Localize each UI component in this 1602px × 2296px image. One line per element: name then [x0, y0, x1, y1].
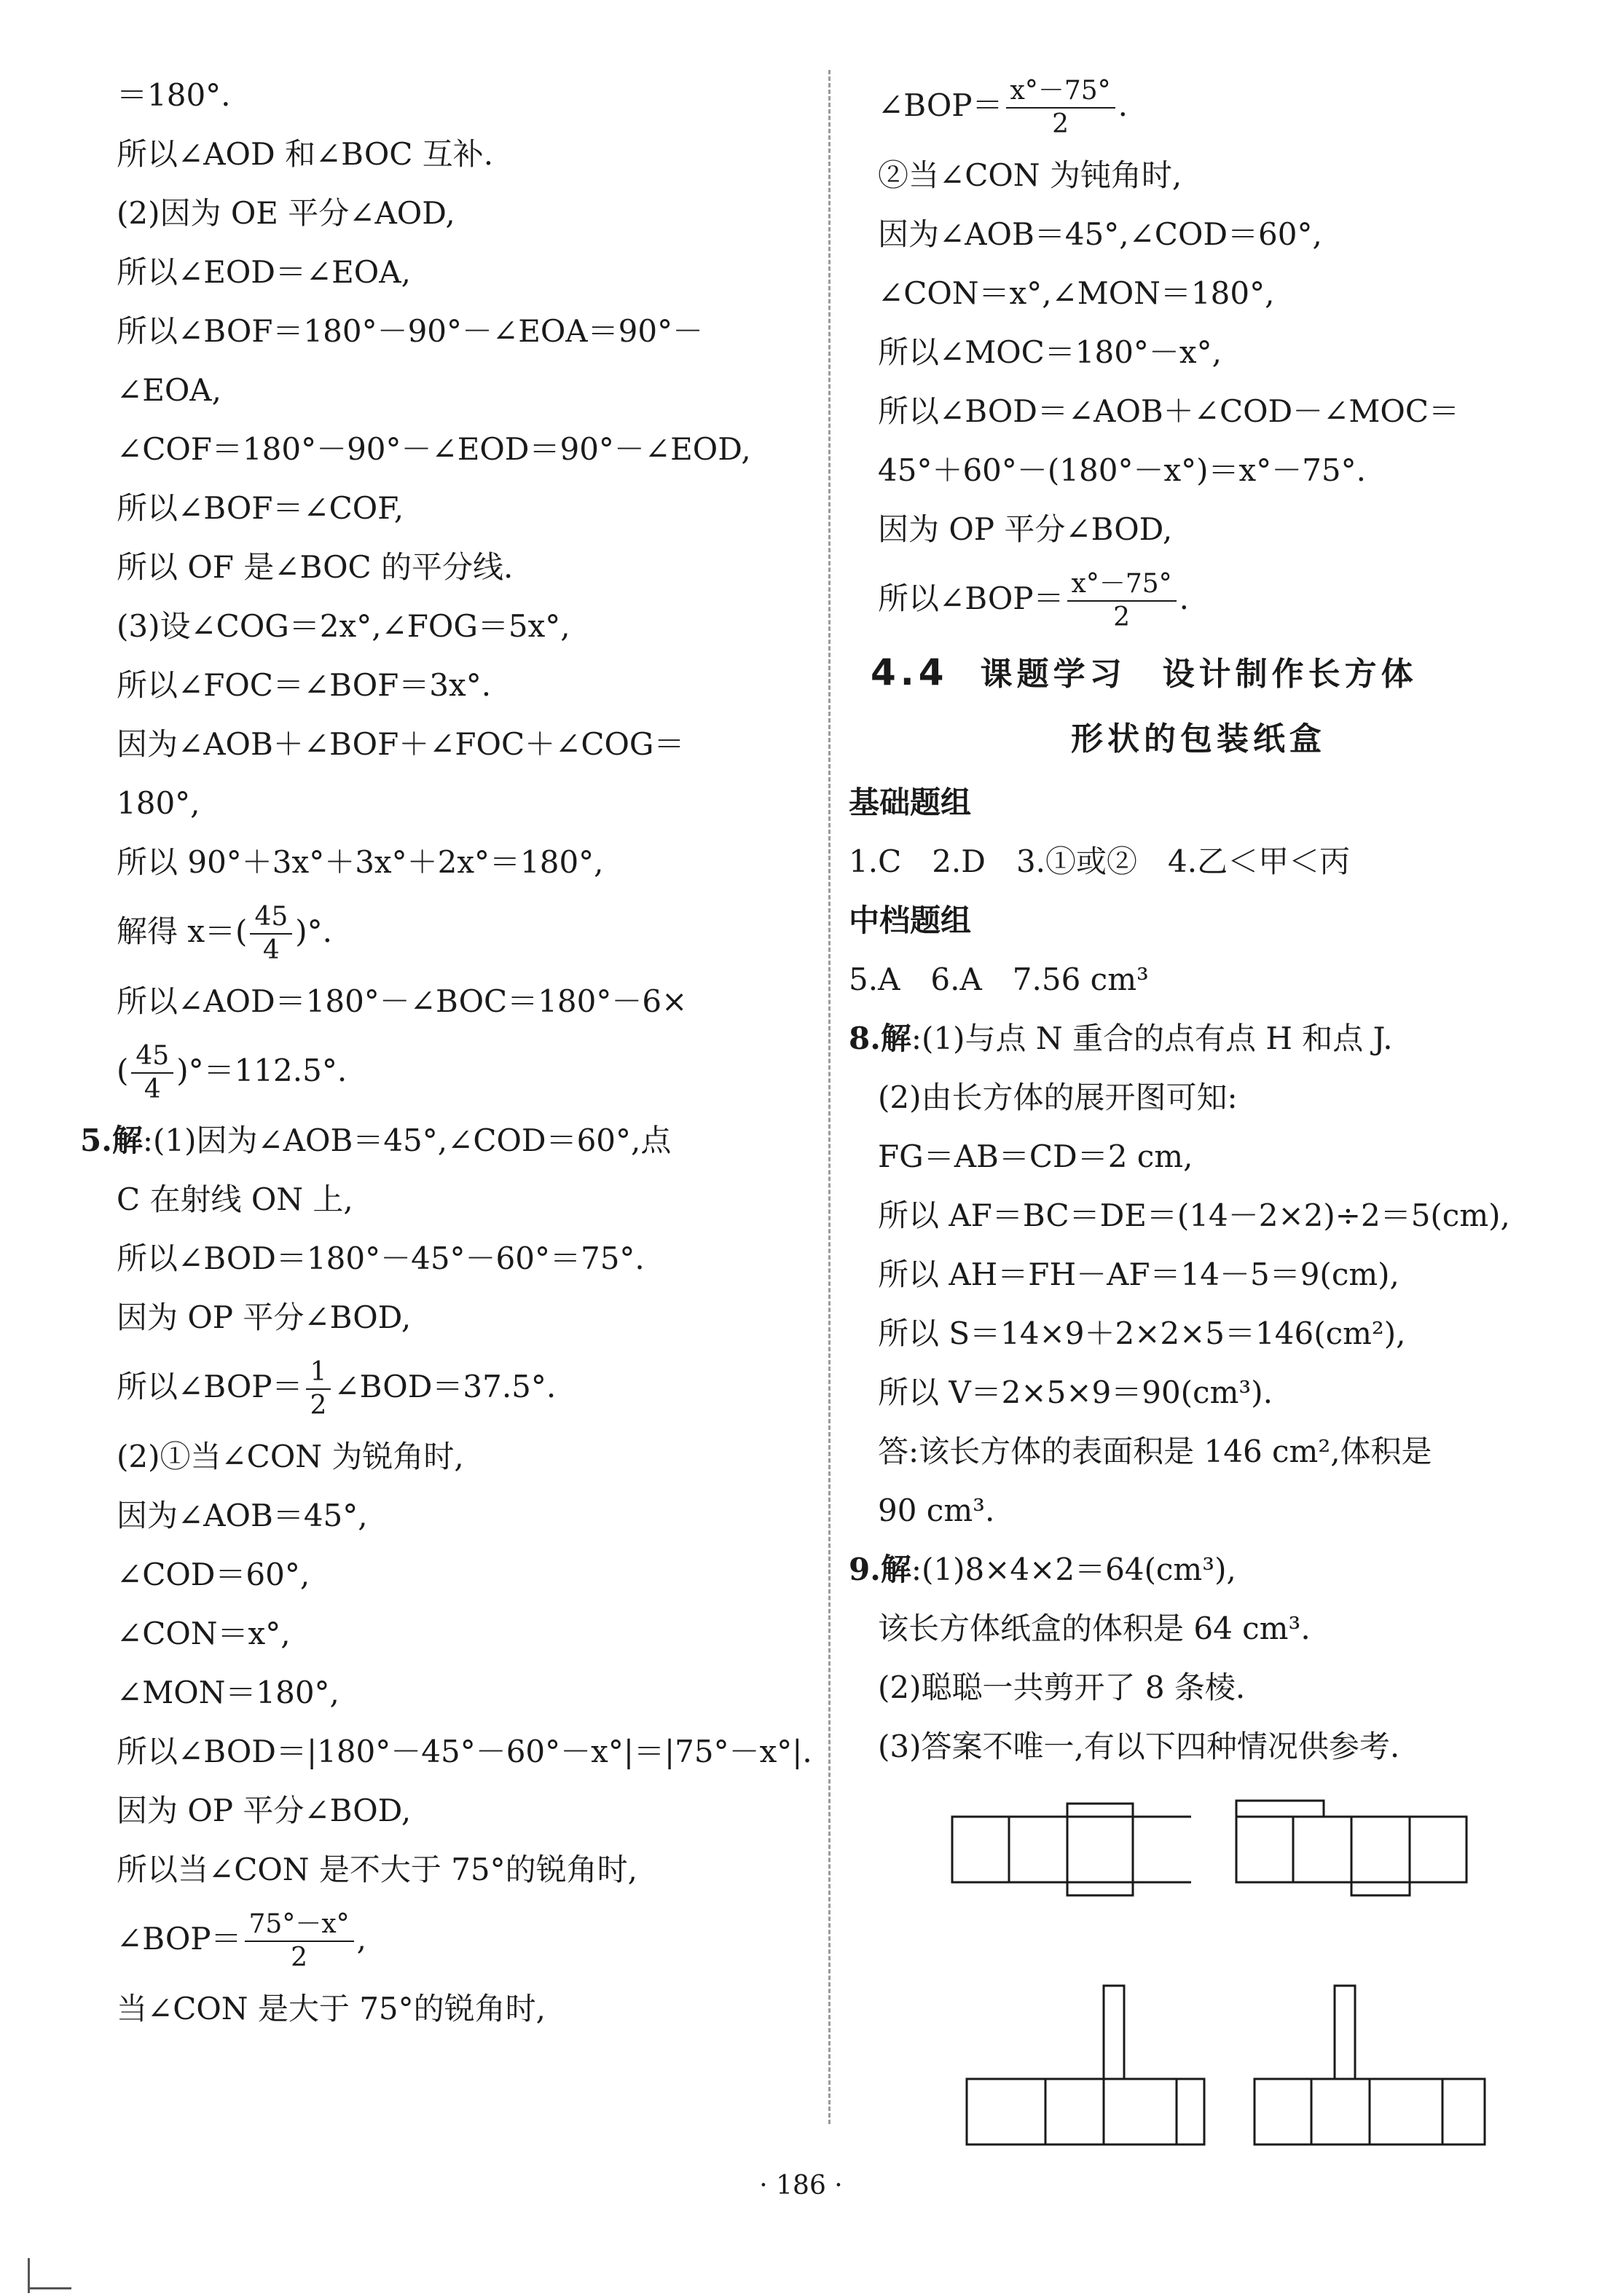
- text-line: (2)聪聪一共剪开了 8 条棱.: [878, 1670, 1246, 1705]
- section-heading: [849, 639, 1548, 706]
- text-line: 因为∠AOB＝45°,: [117, 1498, 368, 1533]
- question-number: 5.: [80, 1123, 112, 1158]
- section-number: 4.4: [871, 651, 949, 693]
- text-line: 因为∠AOB＋∠BOF＋∠FOC＋∠COG＝: [117, 726, 685, 762]
- fraction-line: [117, 1031, 816, 1111]
- text-fragment: 所以∠BOP＝: [878, 581, 1064, 616]
- text-line: 所以∠BOD＝180°－45°－60°＝75°.: [117, 1241, 645, 1276]
- text-line: ∠MON＝180°,: [117, 1675, 339, 1710]
- text-line: 所以当∠CON 是不大于 75°的锐角时,: [117, 1852, 638, 1887]
- fraction-numerator: 75°－x°: [245, 1908, 354, 1942]
- question-9-line: [849, 1540, 1548, 1599]
- basic-answers: 1.C 2.D 3.①或② 4.乙＜甲＜丙: [849, 844, 1351, 879]
- text-line: 所以 OF 是∠BOC 的平分线.: [117, 549, 514, 585]
- text-line: ∠CON＝x°,∠MON＝180°,: [878, 275, 1275, 311]
- net-strip: [952, 1817, 1191, 1882]
- fraction-line: [849, 559, 1548, 639]
- text-line: 答:该长方体的表面积是 146 cm²,体积是: [878, 1434, 1432, 1469]
- fraction-line: [117, 1899, 816, 1979]
- fraction-numerator: x°－75°: [1006, 75, 1115, 109]
- text-line: 因为 OP 平分∠BOD,: [117, 1793, 412, 1828]
- text-line: 所以∠BOD＝∠AOB＋∠COD－∠MOC＝: [878, 393, 1459, 429]
- text-fragment: ∠BOP＝: [117, 1921, 242, 1957]
- text-line: 所以 V＝2×5×9＝90(cm³).: [878, 1375, 1273, 1410]
- fraction-denominator: 4: [144, 1074, 161, 1104]
- group-title-basic: 基础题组: [849, 785, 972, 820]
- text-fragment: )°＝112.5°.: [176, 1053, 348, 1088]
- text-line: 该长方体纸盒的体积是 64 cm³.: [878, 1611, 1311, 1646]
- text-line: 所以 AH＝FH－AF＝14－5＝9(cm),: [878, 1257, 1399, 1292]
- text-fragment: :(1)8×4×2＝64(cm³),: [911, 1552, 1236, 1587]
- text-line: (2)①当∠CON 为锐角时,: [117, 1439, 464, 1474]
- text-line: 45°＋60°－(180°－x°)＝x°－75°.: [878, 452, 1366, 488]
- question-5-line: [80, 1111, 816, 1170]
- text-line: 所以∠AOD＝180°－∠BOC＝180°－6×: [117, 983, 688, 1019]
- fraction: [1006, 75, 1115, 141]
- solution-label: 解: [880, 1552, 911, 1587]
- text-line: 因为∠AOB＝45°,∠COD＝60°,: [878, 216, 1322, 252]
- fraction: [1067, 568, 1177, 634]
- text-line: FG＝AB＝CD＝2 cm,: [878, 1139, 1193, 1174]
- fraction-numerator: 45: [131, 1040, 173, 1074]
- fraction: [131, 1040, 173, 1106]
- text-line: ∠COD＝60°,: [117, 1557, 310, 1592]
- fraction: [245, 1908, 354, 1974]
- net-figure-1: [951, 1802, 1191, 1897]
- fraction-line: [849, 66, 1548, 146]
- text-line: 因为 OP 平分∠BOD,: [117, 1300, 412, 1335]
- text-fragment: ∠BOD＝37.5°.: [334, 1369, 557, 1404]
- fraction: [250, 901, 292, 967]
- column-divider: [828, 70, 831, 2124]
- group-title-mid: 中档题组: [849, 903, 972, 938]
- text-fragment: (: [117, 1053, 129, 1088]
- net-figures: [849, 1788, 1548, 2152]
- text-line: 所以∠BOD＝|180°－45°－60°－x°|＝|75°－x°|.: [117, 1734, 812, 1769]
- text-line: 所以∠FOC＝∠BOF＝3x°.: [117, 667, 492, 703]
- text-line: 所以∠BOF＝∠COF,: [117, 490, 404, 526]
- question-number: 8.: [849, 1021, 881, 1056]
- text-fragment: :(1)与点 N 重合的点有点 H 和点 J.: [911, 1021, 1393, 1056]
- fraction-denominator: 4: [262, 935, 280, 965]
- text-line: 当∠CON 是大于 75°的锐角时,: [117, 1991, 546, 2026]
- mid-answers: 5.A 6.A 7.56 cm³: [849, 962, 1149, 997]
- text-line: 所以∠BOF＝180°－90°－∠EOA＝90°－: [117, 313, 704, 349]
- text-fragment: :(1)因为∠AOB＝45°,∠COD＝60°,点: [142, 1123, 672, 1158]
- text-line: ∠EOA,: [117, 372, 221, 408]
- text-line: (3)设∠COG＝2x°,∠FOG＝5x°,: [117, 608, 570, 644]
- section-title-line-2: 形状的包装纸盒: [1071, 720, 1326, 758]
- section-title-line-1: 课题学习 设计制作长方体: [980, 656, 1418, 693]
- solution-label: 解: [880, 1021, 911, 1056]
- text-fragment: 所以∠BOP＝: [117, 1369, 303, 1404]
- fraction-line: [117, 1347, 816, 1427]
- text-fragment: 解得 x＝(: [117, 913, 248, 949]
- net-figure-4: [1253, 1984, 1486, 2152]
- fraction-denominator: 2: [310, 1391, 327, 1420]
- fraction-denominator: 2: [291, 1943, 308, 1973]
- text-line: C 在射线 ON 上,: [117, 1182, 353, 1217]
- text-line: 因为 OP 平分∠BOD,: [878, 511, 1173, 547]
- text-line: 所以∠MOC＝180°－x°,: [878, 334, 1222, 370]
- left-column: [80, 66, 816, 2038]
- text-line: 所以 90°＋3x°＋3x°＋2x°＝180°,: [117, 844, 604, 880]
- margin-mark: [28, 2287, 71, 2289]
- fraction-numerator: 45: [250, 901, 292, 935]
- text-line: ②当∠CON 为钝角时,: [878, 157, 1182, 193]
- fraction-denominator: 2: [1052, 109, 1069, 139]
- text-line: 90 cm³.: [878, 1493, 995, 1528]
- text-line: ∠COF＝180°－90°－∠EOD＝90°－∠EOD,: [117, 431, 751, 467]
- net-figure-2: [1235, 1795, 1468, 1897]
- text-fragment: .: [1118, 87, 1128, 123]
- text-fragment: .: [1179, 581, 1190, 616]
- fraction-line: [117, 892, 816, 972]
- fraction: [306, 1356, 331, 1422]
- text-line: 180°,: [117, 785, 200, 821]
- solution-label: 解: [111, 1123, 143, 1158]
- net-figure-3: [965, 1984, 1206, 2152]
- text-line: (2)由长方体的展开图可知:: [878, 1080, 1238, 1115]
- right-column: [849, 66, 1548, 2152]
- text-fragment: ,: [356, 1921, 367, 1957]
- text-line: ∠CON＝x°,: [117, 1616, 291, 1651]
- fraction-numerator: 1: [306, 1356, 331, 1390]
- question-number: 9.: [849, 1552, 881, 1587]
- text-line: 所以 AF＝BC＝DE＝(14－2×2)÷2＝5(cm),: [878, 1198, 1510, 1233]
- fraction-denominator: 2: [1113, 602, 1131, 632]
- text-line: 所以∠EOD＝∠EOA,: [117, 254, 411, 290]
- fraction-numerator: x°－75°: [1067, 568, 1177, 602]
- text-line: (2)因为 OE 平分∠AOD,: [117, 195, 455, 231]
- text-fragment: )°.: [295, 913, 332, 949]
- page-number: · 186 ·: [759, 2171, 843, 2201]
- text-line: (3)答案不唯一,有以下四种情况供参考.: [878, 1729, 1400, 1764]
- text-fragment: ∠BOP＝: [878, 87, 1003, 123]
- text-line: 所以 S＝14×9＋2×2×5＝146(cm²),: [878, 1316, 1406, 1351]
- text-line: 所以∠AOD 和∠BOC 互补.: [117, 136, 494, 172]
- text-line: ＝180°.: [117, 77, 231, 113]
- question-8-line: [849, 1009, 1548, 1068]
